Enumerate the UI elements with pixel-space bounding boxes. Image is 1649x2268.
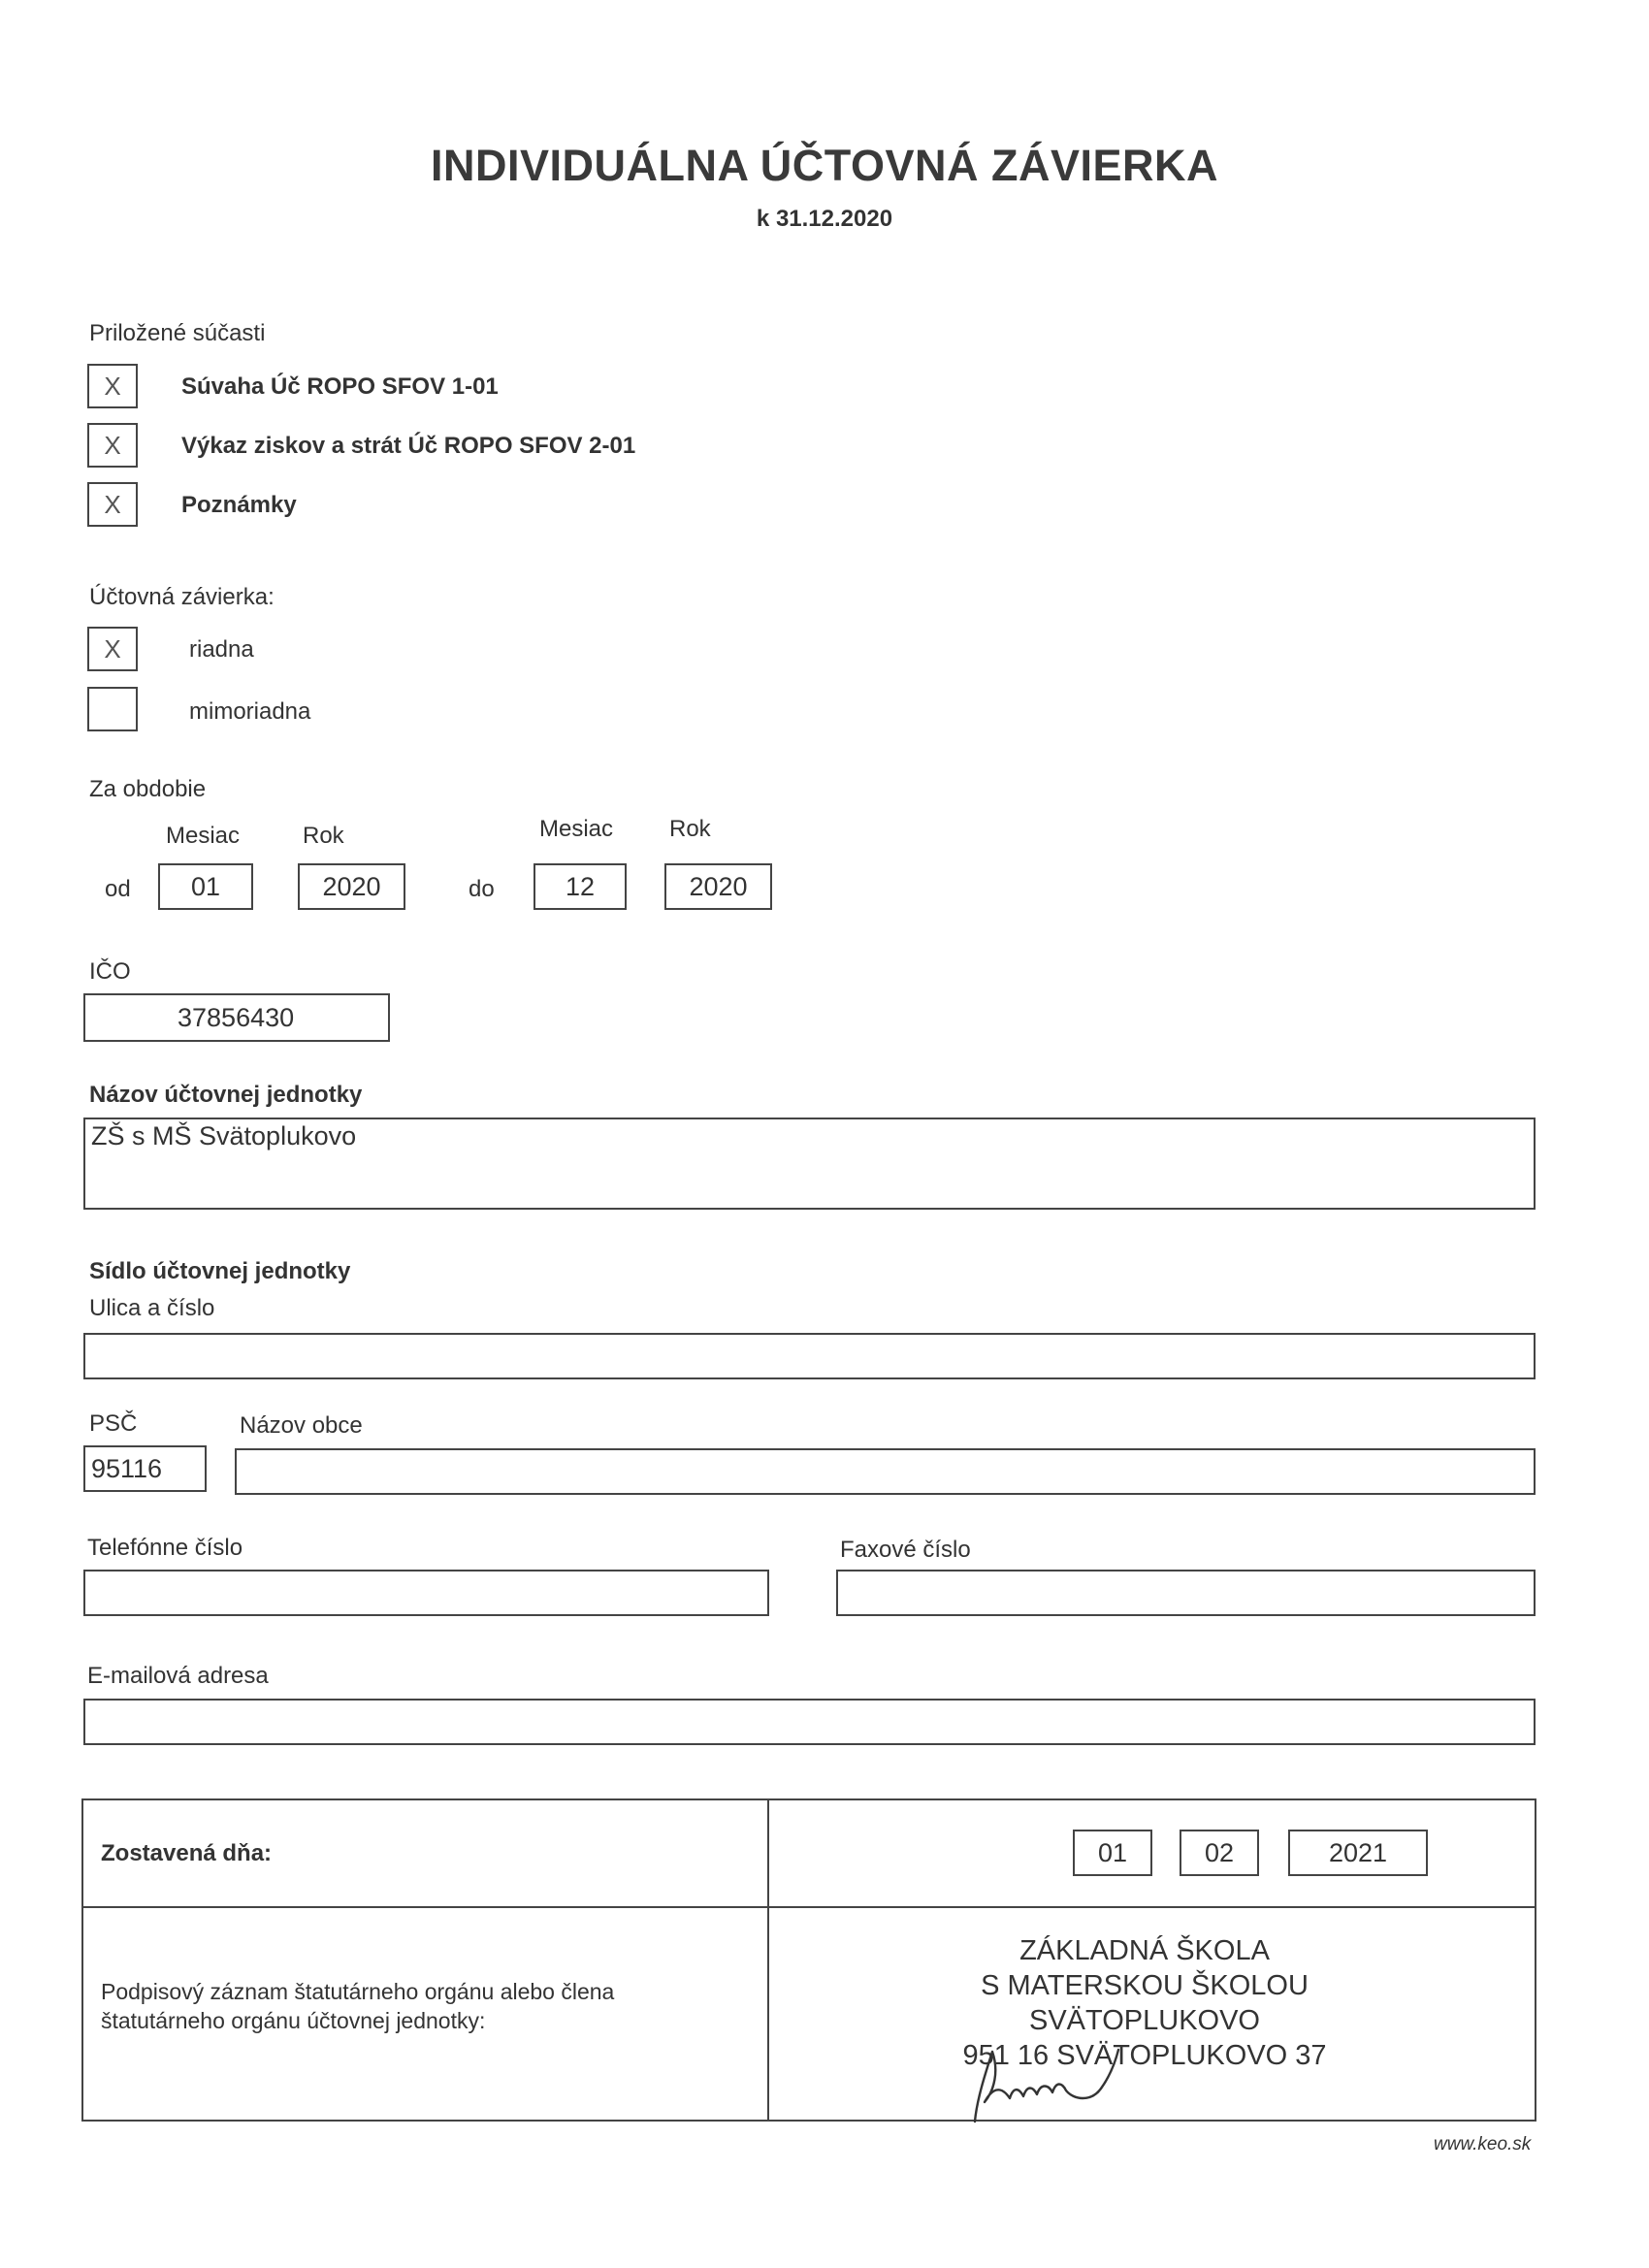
school-stamp <box>854 1933 1436 2073</box>
fax-field[interactable] <box>836 1570 1536 1616</box>
attachment-label-balance-sheet: Súvaha Úč ROPO SFOV 1-01 <box>181 373 499 400</box>
stamp-line-2: S MATERSKOU ŠKOLOU <box>981 1970 1309 2001</box>
street-label: Ulica a číslo <box>89 1295 215 1321</box>
checkbox-extraordinary[interactable] <box>87 687 138 731</box>
email-field[interactable] <box>83 1699 1536 1745</box>
ico-label: IČO <box>89 958 131 985</box>
attachments-heading: Priložené súčasti <box>89 320 266 346</box>
entity-name-label: Názov účtovnej jednotky <box>89 1082 363 1108</box>
checkbox-income-statement[interactable]: X <box>87 423 138 468</box>
table-horizontal-divider <box>81 1906 1536 1908</box>
from-year-field[interactable]: 2020 <box>298 863 405 910</box>
attachment-label-income-statement: Výkaz ziskov a strát Úč ROPO SFOV 2-01 <box>181 433 636 459</box>
to-month-field[interactable]: 12 <box>534 863 627 910</box>
email-label: E-mailová adresa <box>87 1663 269 1689</box>
compiled-day-field[interactable]: 01 <box>1073 1830 1152 1876</box>
option-label-regular: riadna <box>189 636 254 663</box>
table-vertical-divider <box>767 1798 769 2122</box>
footer-url[interactable]: www.keo.sk <box>1434 2134 1532 2155</box>
to-year-field[interactable]: 2020 <box>664 863 772 910</box>
compiled-label: Zostavená dňa: <box>101 1840 273 1866</box>
from-month-label: Mesiac <box>166 823 241 849</box>
checkbox-regular[interactable]: X <box>87 627 138 671</box>
option-label-extraordinary: mimoriadna <box>189 698 311 725</box>
phone-field[interactable] <box>83 1570 769 1616</box>
psc-field[interactable]: 95116 <box>83 1445 207 1492</box>
entity-name-field[interactable]: ZŠ s MŠ Svätoplukovo <box>83 1118 1536 1210</box>
compiled-month-field[interactable]: 02 <box>1180 1830 1259 1876</box>
fax-label: Faxové číslo <box>840 1537 971 1563</box>
city-field[interactable] <box>235 1448 1536 1495</box>
to-label: do <box>469 876 495 902</box>
ico-field[interactable]: 37856430 <box>83 993 390 1042</box>
from-label: od <box>105 876 131 902</box>
attachment-label-notes: Poznámky <box>181 492 297 518</box>
signature-label-line1: Podpisový záznam štatutárneho orgánu alebo člena <box>101 1979 615 2004</box>
from-year-label: Rok <box>303 823 344 849</box>
checkbox-notes[interactable]: X <box>87 482 138 527</box>
document-date: k 31.12.2020 <box>756 206 893 232</box>
city-label: Názov obce <box>240 1412 363 1439</box>
document-title: INDIVIDUÁLNA ÚČTOVNÁ ZÁVIERKA <box>430 141 1219 190</box>
from-month-field[interactable]: 01 <box>158 863 253 910</box>
stamp-line-4: 951 16 SVÄTOPLUKOVO 37 <box>962 2040 1327 2071</box>
stamp-line-1: ZÁKLADNÁ ŠKOLA <box>1019 1935 1270 1966</box>
statement-type-heading: Účtovná závierka: <box>89 584 275 610</box>
compiled-year-field[interactable]: 2021 <box>1288 1830 1428 1876</box>
period-heading: Za obdobie <box>89 776 207 802</box>
signature-label-line2: štatutárneho orgánu účtovnej jednotky: <box>101 2008 486 2033</box>
to-month-label: Mesiac <box>539 816 614 842</box>
seat-heading: Sídlo účtovnej jednotky <box>89 1258 351 1284</box>
handwritten-signature <box>955 2032 1140 2129</box>
stamp-line-3: SVÄTOPLUKOVO <box>1029 2005 1260 2036</box>
street-field[interactable] <box>83 1333 1536 1379</box>
checkbox-balance-sheet[interactable]: X <box>87 364 138 408</box>
phone-label: Telefónne číslo <box>87 1535 243 1561</box>
psc-label: PSČ <box>89 1410 138 1437</box>
to-year-label: Rok <box>669 816 711 842</box>
